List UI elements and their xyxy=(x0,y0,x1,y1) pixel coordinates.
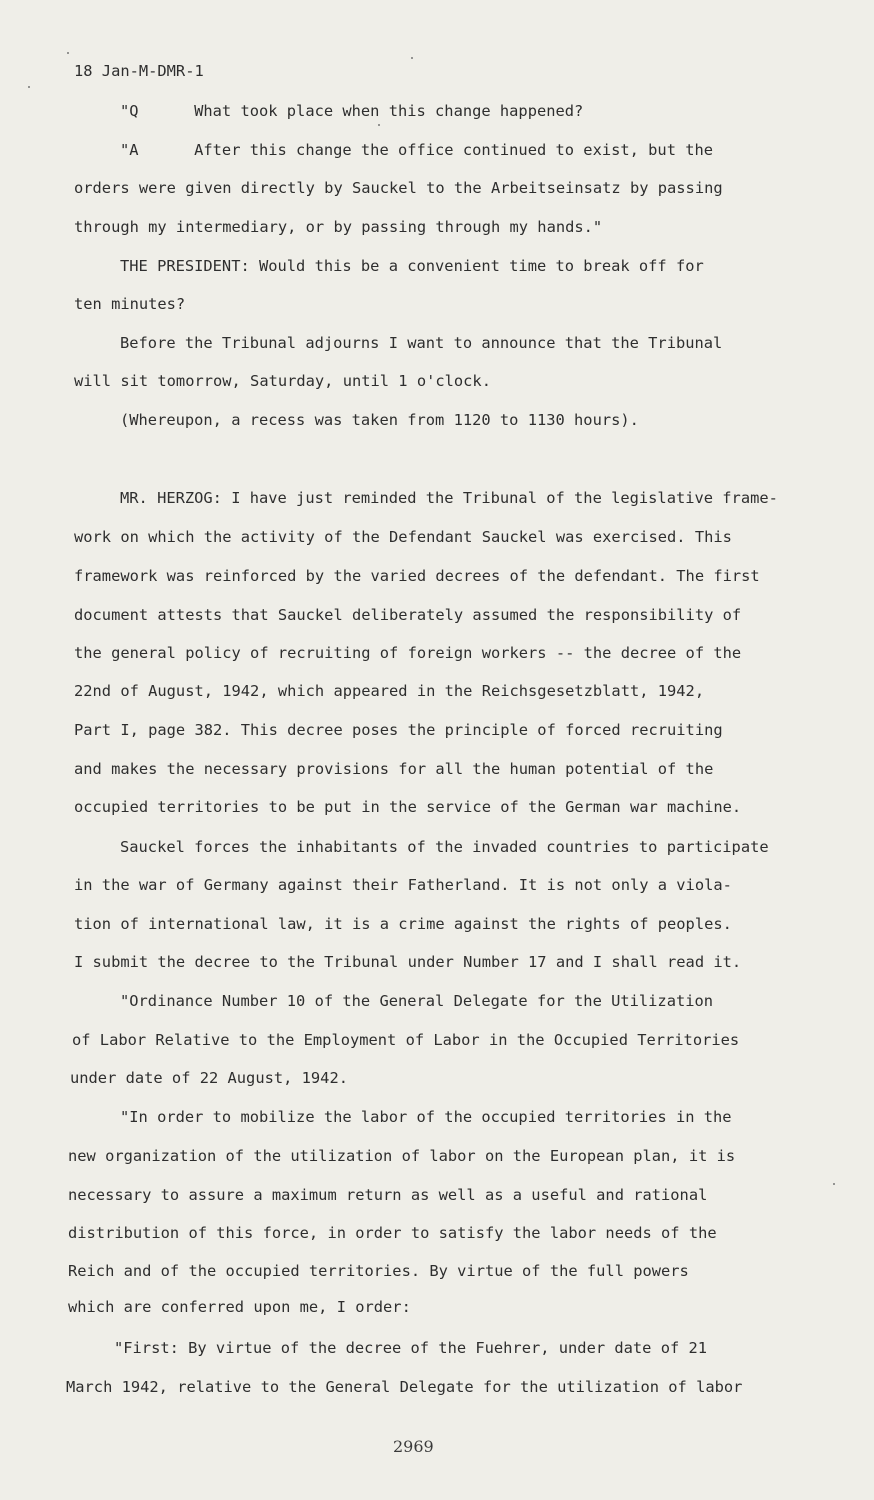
text-line: document attests that Sauckel deliberately assumed the responsibility of xyxy=(74,606,742,624)
text-line: "Q What took place when this change happened? xyxy=(120,102,584,120)
text-line: in the war of Germany against their Fatherland. It is not only a viola- xyxy=(74,876,732,894)
text-line: under date of 22 August, 1942. xyxy=(70,1069,348,1087)
text-line: Before the Tribunal adjourns I want to announce that the Tribunal xyxy=(120,334,723,352)
text-line: "Ordinance Number 10 of the General Delegate for the Utilization xyxy=(120,992,714,1010)
text-line: ten minutes? xyxy=(74,295,186,313)
text-line: Part I, page 382. This decree poses the principle of forced recruiting xyxy=(74,721,723,739)
text-line: Sauckel forces the inhabitants of the invaded countries to participate xyxy=(120,838,769,856)
text-line: "In order to mobilize the labor of the occupied territories in the xyxy=(120,1108,732,1126)
scan-speck xyxy=(28,86,30,88)
text-line: MR. HERZOG: I have just reminded the Tribunal of the legislative frame- xyxy=(120,489,778,507)
text-line: Reich and of the occupied territories. By virtue of the full powers xyxy=(68,1262,689,1280)
text-line: tion of international law, it is a crime against the rights of peoples. xyxy=(74,915,732,933)
scan-speck xyxy=(411,57,413,59)
header-reference: 18 Jan-M-DMR-1 xyxy=(74,62,204,80)
text-line: March 1942, relative to the General Delegate for the utilization of labor xyxy=(66,1378,743,1396)
text-line: through my intermediary, or by passing through my hands." xyxy=(74,218,603,236)
scan-speck xyxy=(378,124,380,126)
text-line: the general policy of recruiting of foreign workers -- the decree of the xyxy=(74,644,742,662)
scan-speck xyxy=(833,1183,835,1185)
text-line: and makes the necessary provisions for all the human potential of the xyxy=(74,760,714,778)
text-line: I submit the decree to the Tribunal under Number 17 and I shall read it. xyxy=(74,953,742,971)
text-line: work on which the activity of the Defendant Sauckel was exercised. This xyxy=(74,528,732,546)
text-line: will sit tomorrow, Saturday, until 1 o'clock. xyxy=(74,372,491,390)
text-line: occupied territories to be put in the service of the German war machine. xyxy=(74,798,742,816)
scan-speck xyxy=(67,52,69,54)
text-line: of Labor Relative to the Employment of Labor in the Occupied Territories xyxy=(72,1031,740,1049)
text-line: distribution of this force, in order to satisfy the labor needs of the xyxy=(68,1224,717,1242)
text-line: orders were given directly by Sauckel to the Arbeitseinsatz by passing xyxy=(74,179,723,197)
text-line: 22nd of August, 1942, which appeared in the Reichsgesetzblatt, 1942, xyxy=(74,682,705,700)
text-line: necessary to assure a maximum return as well as a useful and rational xyxy=(68,1186,708,1204)
text-line: which are conferred upon me, I order: xyxy=(68,1298,411,1316)
text-line: new organization of the utilization of labor on the European plan, it is xyxy=(68,1147,736,1165)
text-line: "A After this change the office continued to exist, but the xyxy=(120,141,714,159)
text-line: (Whereupon, a recess was taken from 1120 to 1130 hours). xyxy=(120,411,639,429)
text-line: "First: By virtue of the decree of the Fuehrer, under date of 21 xyxy=(114,1339,708,1357)
page-number: 2969 xyxy=(393,1437,434,1456)
text-line: THE PRESIDENT: Would this be a convenient time to break off for xyxy=(120,257,704,275)
text-line: framework was reinforced by the varied decrees of the defendant. The first xyxy=(74,567,760,585)
